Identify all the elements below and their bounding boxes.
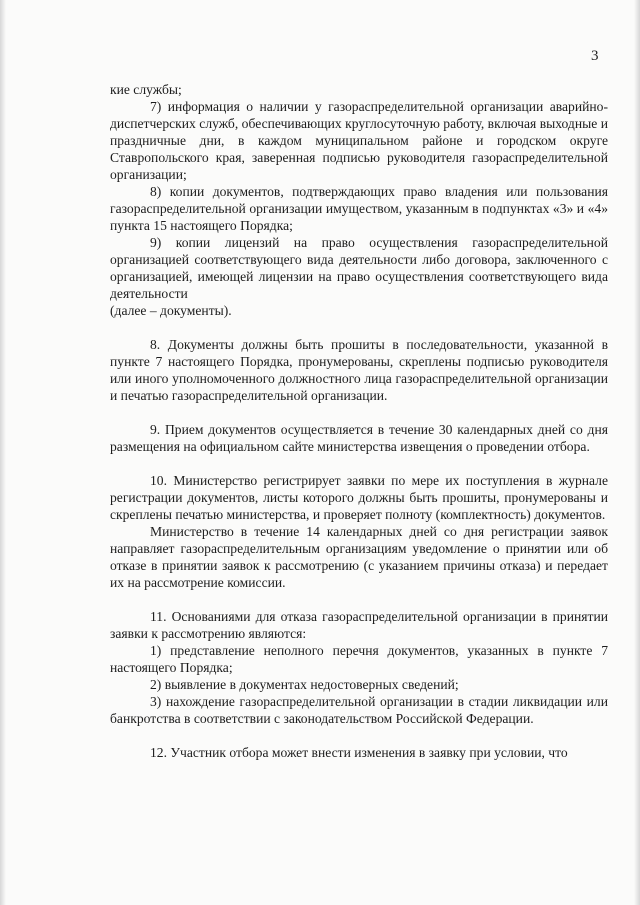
- clause-11: 11. Основаниями для отказа газораспределительной организации в принятии заявки к рассмотрению являются:: [110, 609, 608, 641]
- clause-10-continued: Министерство в течение 14 календарных дней со дня регистрации заявок направляет газораспределительным организациям уведомление о принятии или об отказе в принятии заявок к рассмотрению (с указанием причины отказа) и передает их на рассмотрение комиссии.: [110, 524, 608, 590]
- paragraph-gap: [110, 591, 608, 608]
- page-number: 3: [591, 48, 599, 64]
- documents-definition: (далее – документы).: [110, 303, 232, 318]
- scan-shadow-left: [0, 0, 6, 905]
- list-item-9: 9) копии лицензий на право осуществления газораспределительной организацией соответствующего вида деятельности либо договора, заключенного с организацией, имеющей лицензии на право осуществления соответствующего вида деятельности: [110, 235, 608, 301]
- paragraph-gap: [110, 404, 608, 421]
- scan-shadow-right: [634, 0, 640, 905]
- refusal-reason-3: 3) нахождение газораспределительной организации в стадии ликвидации или банкротства в соответствии с законодательством Российской Федерации.: [110, 694, 608, 726]
- clause-12: 12. Участник отбора может внести изменения в заявку при условии, что: [150, 745, 568, 760]
- clause-10: 10. Министерство регистрирует заявки по мере их поступления в журнале регистрации документов, листы которого должны быть прошиты, пронумерованы и скреплены печатью министерства, и проверяет полноту (комплектность) документов.: [110, 473, 608, 522]
- clause-8: 8. Документы должны быть прошиты в последовательности, указанной в пункте 7 настоящего Порядка, пронумерованы, скреплены подписью руководителя или иного уполномоченного должностного лица газораспределительной организации и печатью газораспределительной организации.: [110, 337, 608, 403]
- list-item-8: 8) копии документов, подтверждающих право владения или пользования газораспределительной организации имуществом, указанным в подпунктах «3» и «4» пункта 15 настоящего Порядка;: [110, 184, 608, 233]
- clause-9: 9. Прием документов осуществляется в течение 30 календарных дней со дня размещения на официальном сайте министерства извещения о проведении отбора.: [110, 422, 608, 454]
- paragraph-continuation: кие службы;: [110, 82, 182, 97]
- paragraph-gap: [110, 319, 608, 336]
- paragraph-gap: [110, 455, 608, 472]
- document-body: [110, 81, 608, 761]
- refusal-reason-1: 1) представление неполного перечня документов, указанных в пункте 7 настоящего Порядка;: [110, 643, 608, 675]
- refusal-reason-2: 2) выявление в документах недостоверных сведений;: [150, 677, 459, 692]
- list-item-7: 7) информация о наличии у газораспределительной организации аварийно-диспетчерских служб, обеспечивающих круглосуточную работу, включая выходные и праздничные дни, в каждом муниципальном районе и городском округе Ставропольского края, заверенная подписью руководителя газораспределительной организации;: [110, 99, 608, 182]
- paragraph-gap: [110, 727, 608, 744]
